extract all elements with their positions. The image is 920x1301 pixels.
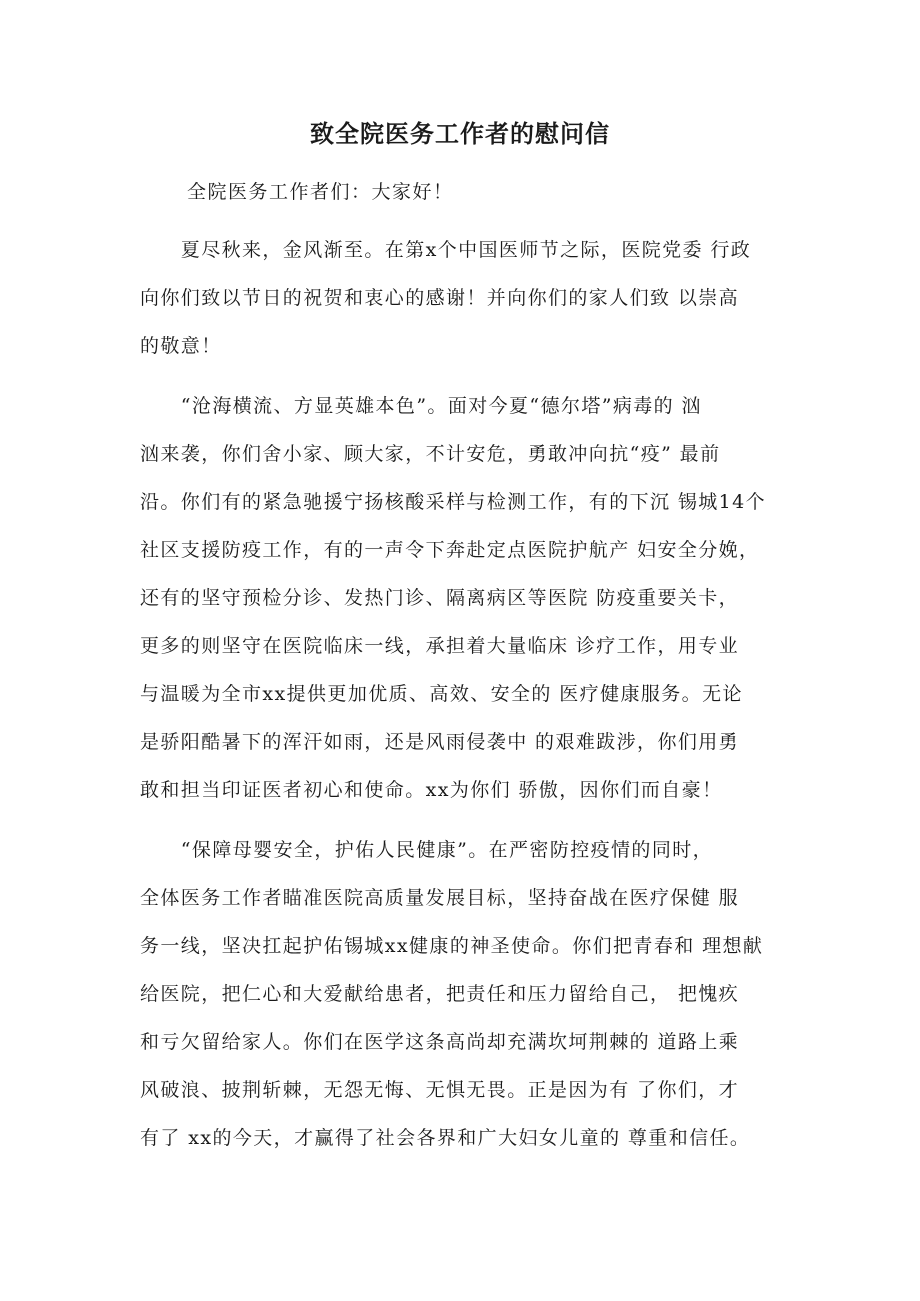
paragraph-2-line-4: 社区支援防疫工作，有的一声令下奔赴定点医院护航产 妇安全分娩，	[140, 539, 760, 561]
paragraph-2-line-7: 与温暖为全市xx提供更加优质、高效、安全的 医疗健康服务。无论	[140, 683, 743, 705]
paragraph-2-line-5: 还有的坚守预检分诊、发热门诊、隔离病区等医院 防疫重要关卡，	[140, 587, 740, 609]
paragraph-2-line-9: 敢和担当印证医者初心和使命。xx为你们 骄傲，因你们而自豪！	[140, 779, 723, 801]
paragraph-1-line-1: 夏尽秋来，金风渐至。在第x个中国医师节之际，医院党委 行政	[140, 239, 752, 261]
paragraph-3-line-4: 给医院，把仁心和大爱献给患者，把责任和压力留给自己， 把愧疚	[140, 983, 740, 1005]
paragraph-3-line-3: 务一线，坚决扛起护佑锡城xx健康的神圣使命。你们把青春和 理想献	[140, 935, 764, 957]
paragraph-2-line-2: 汹来袭，你们舍小家、顾大家，不计安危，勇敢冲向抗“疫” 最前	[140, 443, 721, 465]
paragraph-2-line-1: “沧海横流、方显英雄本色”。面对今夏“德尔塔”病毒的 汹	[140, 395, 702, 417]
paragraph-2-line-8: 是骄阳酷暑下的浑汗如雨，还是风雨侵袭中 的艰难跋涉，你们用勇	[140, 731, 740, 753]
paragraph-3-line-7: 有了 xx的今天，才赢得了社会各界和广大妇女儿童的 尊重和信任。	[140, 1127, 751, 1149]
paragraph-3-line-1: “保障母婴安全，护佑人民健康”。在严密防控疫情的同时，	[140, 839, 714, 861]
paragraph-2-line-3: 沿。你们有的紧急驰援宁扬核酸采样与检测工作，有的下沉 锡城14个	[140, 491, 767, 513]
paragraph-1-line-3: 的敬意！	[140, 335, 222, 357]
paragraph-3-line-6: 风破浪、披荆斩棘，无怨无悔、无惧无畏。正是因为有 了你们，才	[140, 1079, 740, 1101]
paragraph-2-line-6: 更多的则坚守在医院临床一线，承担着大量临床 诊疗工作，用专业	[140, 635, 740, 657]
paragraph-1-line-2: 向你们致以节日的祝贺和衷心的感谢！并向你们的家人们致 以崇高	[140, 287, 740, 309]
letter-title: 致全院医务工作者的慰问信	[310, 119, 610, 148]
paragraph-3-line-5: 和亏欠留给家人。你们在医学这条高尚却充满坎坷荆棘的 道路上乘	[140, 1031, 740, 1053]
paragraph-3-line-2: 全体医务工作者瞄准医院高质量发展目标，坚持奋战在医疗保健 服	[140, 887, 740, 909]
letter-greeting: 全院医务工作者们：大家好！	[187, 181, 454, 203]
